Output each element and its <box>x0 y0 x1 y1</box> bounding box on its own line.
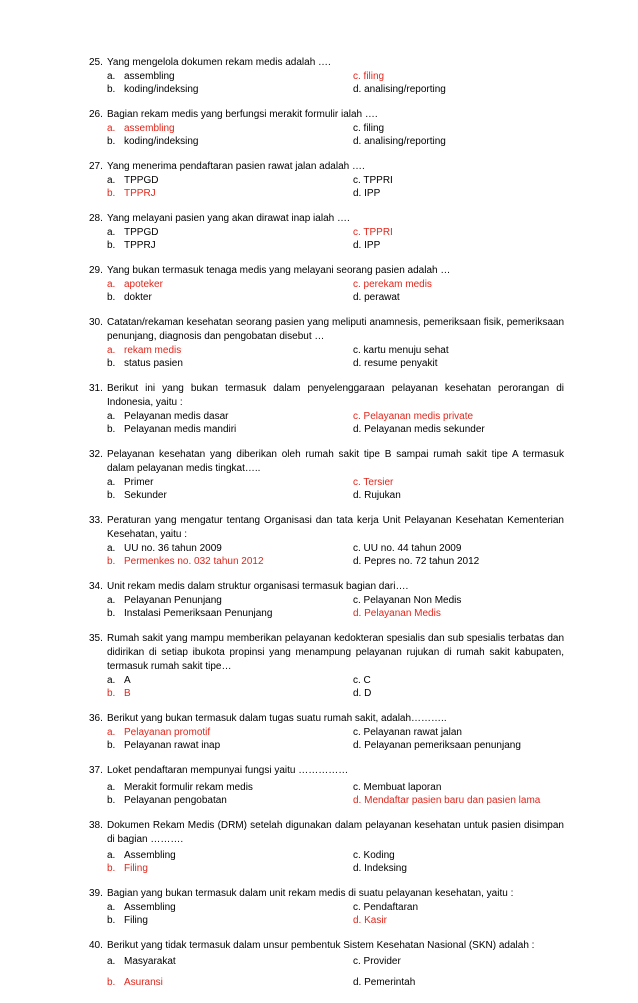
option-b-text: Pelayanan pengobatan <box>124 795 227 806</box>
option-c-text: c. filing <box>353 71 385 82</box>
options-block <box>89 726 564 752</box>
question-item <box>89 264 564 304</box>
option-d <box>353 135 564 148</box>
question-item <box>89 819 564 875</box>
option-d-text: d. Pelayanan Medis <box>353 608 441 619</box>
option-c <box>353 674 564 687</box>
options-row <box>107 542 564 555</box>
option-c <box>353 594 564 607</box>
option-b-text: Instalasi Pemeriksaan Penunjang <box>124 608 273 619</box>
option-c-text: c. filing <box>353 123 385 134</box>
option-a <box>107 410 353 423</box>
option-c-text: c. Pendaftaran <box>353 902 419 913</box>
option-letter: b. <box>107 84 116 95</box>
options-row <box>107 278 564 291</box>
option-d-text: d. IPP <box>353 240 381 251</box>
option-c <box>353 781 564 794</box>
question-text: Yang bukan termasuk tenaga medis yang melayani seorang pasien adalah … <box>107 265 451 276</box>
option-c <box>353 344 564 357</box>
option-d-text: d. Pelayanan medis sekunder <box>353 424 485 435</box>
option-d <box>353 739 564 752</box>
option-a <box>107 674 353 687</box>
option-b <box>107 687 353 700</box>
option-letter: a. <box>107 956 116 967</box>
options-row <box>107 687 564 700</box>
option-b <box>107 423 353 436</box>
options-row <box>107 974 564 991</box>
question-item <box>89 939 564 991</box>
question-text: Catatan/rekaman kesehatan seorang pasien yang meliputi anamnesis, pemeriksaan fisik, pemeriksaan penunjang, diagnosis dan pengobatan disebut … <box>107 317 564 342</box>
option-c-text: c. Pelayanan medis private <box>353 411 474 422</box>
option-a-text: rekam medis <box>124 345 182 356</box>
options-row <box>107 901 564 914</box>
options-row <box>107 953 564 970</box>
option-b-text: Asuransi <box>124 977 163 988</box>
option-c-text: c. Pelayanan Non Medis <box>353 595 462 606</box>
option-d <box>353 555 564 568</box>
option-d <box>353 687 564 700</box>
option-d-text: d. Indeksing <box>353 863 407 874</box>
option-d-text: d. resume penyakit <box>353 358 438 369</box>
option-c-text: c. C <box>353 675 371 686</box>
option-letter: b. <box>107 977 116 988</box>
options-row <box>107 849 564 862</box>
question-stem <box>89 939 564 953</box>
question-item <box>89 160 564 200</box>
option-c-text: c. UU no. 44 tahun 2009 <box>353 543 462 554</box>
option-a <box>107 901 353 914</box>
question-number: 29. <box>89 265 103 276</box>
options-row <box>107 423 564 436</box>
option-b <box>107 739 353 752</box>
option-a-text: Pelayanan Penunjang <box>124 595 222 606</box>
option-letter: a. <box>107 850 116 861</box>
option-letter: a. <box>107 345 116 356</box>
option-letter: a. <box>107 727 116 738</box>
question-number: 35. <box>89 633 103 644</box>
option-b-text: B <box>124 688 131 699</box>
question-stem <box>89 316 564 344</box>
option-letter: b. <box>107 136 116 147</box>
option-d-text: d. Pelayanan pemeriksaan penunjang <box>353 740 521 751</box>
option-letter: a. <box>107 595 116 606</box>
options-row <box>107 594 564 607</box>
question-text: Berikut yang bukan termasuk dalam tugas suatu rumah sakit, adalah……….. <box>107 713 447 724</box>
option-letter: a. <box>107 477 116 488</box>
question-stem <box>89 108 564 122</box>
options-block <box>89 174 564 200</box>
option-d <box>353 489 564 502</box>
options-block <box>89 476 564 502</box>
options-row <box>107 476 564 489</box>
option-c <box>353 726 564 739</box>
option-d <box>353 862 564 875</box>
option-c-text: c. TPPRI <box>353 175 393 186</box>
options-block <box>89 674 564 700</box>
options-row <box>107 187 564 200</box>
question-stem <box>89 56 564 70</box>
option-c-text: c. Koding <box>353 850 395 861</box>
option-a <box>107 122 353 135</box>
option-letter: b. <box>107 358 116 369</box>
option-c <box>353 278 564 291</box>
option-d-text: d. D <box>353 688 372 699</box>
option-letter: a. <box>107 175 116 186</box>
question-item <box>89 448 564 502</box>
options-row <box>107 674 564 687</box>
option-letter: b. <box>107 863 116 874</box>
option-a <box>107 70 353 83</box>
options-row <box>107 135 564 148</box>
option-b-text: status pasien <box>124 358 183 369</box>
option-d <box>353 83 564 96</box>
options-row <box>107 122 564 135</box>
option-a <box>107 849 353 862</box>
question-stem <box>89 580 564 594</box>
options-row <box>107 70 564 83</box>
option-letter: a. <box>107 227 116 238</box>
options-row <box>107 226 564 239</box>
option-c-text: c. TPPRI <box>353 227 393 238</box>
option-c <box>353 901 564 914</box>
option-b-text: Permenkes no. 032 tahun 2012 <box>124 556 264 567</box>
option-letter: b. <box>107 490 116 501</box>
option-b <box>107 607 353 620</box>
option-c <box>353 476 564 489</box>
option-letter: b. <box>107 688 116 699</box>
question-item <box>89 580 564 620</box>
options-block <box>89 849 564 875</box>
option-letter: a. <box>107 279 116 290</box>
option-b <box>107 83 353 96</box>
options-block <box>89 953 564 991</box>
options-block <box>89 781 564 807</box>
options-row <box>107 607 564 620</box>
option-letter: a. <box>107 123 116 134</box>
options-block <box>89 122 564 148</box>
option-c-text: c. Membuat laporan <box>353 782 442 793</box>
option-b-text: Pelayanan rawat inap <box>124 740 221 751</box>
question-text: Berikut ini yang bukan termasuk dalam penyelenggaraan pelayanan kesehatan perorangan di Indonesia, yaitu : <box>107 383 564 408</box>
option-c <box>353 542 564 555</box>
option-a-text: Merakit formulir rekam medis <box>124 782 253 793</box>
option-c-text: c. kartu menuju sehat <box>353 345 449 356</box>
option-a-text: TPPGD <box>124 227 159 238</box>
option-a-text: assembling <box>124 123 175 134</box>
option-letter: b. <box>107 292 116 303</box>
options-row <box>107 357 564 370</box>
question-text: Rumah sakit yang mampu memberikan pelayanan kedokteran spesialis dan sub spesialis terbatas dan didirikan di setiap ibukota propinsi yang menampung pelayanan rujukan di rumah sakit kabupaten, termasuk rumah sakit tipe… <box>107 633 564 672</box>
question-text: Bagian rekam medis yang berfungsi merakit formulir ialah …. <box>107 109 378 120</box>
option-a <box>107 344 353 357</box>
option-d <box>353 423 564 436</box>
options-row <box>107 914 564 927</box>
options-row <box>107 862 564 875</box>
option-a <box>107 726 353 739</box>
question-stem <box>89 764 564 778</box>
question-text: Peraturan yang mengatur tentang Organisasi dan tata kerja Unit Pelayanan Kesehatan Kementerian Kesehatan, yaitu : <box>107 515 564 540</box>
option-a-text: apoteker <box>124 279 163 290</box>
question-number: 27. <box>89 161 103 172</box>
options-block <box>89 226 564 252</box>
options-row <box>107 291 564 304</box>
question-number: 40. <box>89 940 103 951</box>
question-item <box>89 56 564 96</box>
options-row <box>107 555 564 568</box>
question-item <box>89 632 564 700</box>
option-b <box>107 862 353 875</box>
option-d-text: d. analising/reporting <box>353 84 446 95</box>
option-a <box>107 594 353 607</box>
question-item <box>89 316 564 370</box>
option-letter: a. <box>107 902 116 913</box>
options-row <box>107 739 564 752</box>
option-c <box>353 953 564 970</box>
option-d <box>353 239 564 252</box>
option-a <box>107 476 353 489</box>
option-letter: a. <box>107 543 116 554</box>
question-number: 31. <box>89 383 103 394</box>
question-text: Yang mengelola dokumen rekam medis adalah …. <box>107 57 331 68</box>
option-c <box>353 849 564 862</box>
option-letter: b. <box>107 556 116 567</box>
option-a <box>107 542 353 555</box>
question-stem <box>89 264 564 278</box>
option-letter: a. <box>107 411 116 422</box>
option-d-text: d. perawat <box>353 292 400 303</box>
question-stem <box>89 887 564 901</box>
question-number: 30. <box>89 317 103 328</box>
question-number: 38. <box>89 820 103 831</box>
option-b <box>107 291 353 304</box>
question-number: 39. <box>89 888 103 899</box>
option-letter: a. <box>107 71 116 82</box>
question-number: 36. <box>89 713 103 724</box>
option-b-text: TPPRJ <box>124 188 156 199</box>
question-number: 33. <box>89 515 103 526</box>
option-a-text: Masyarakat <box>124 956 176 967</box>
option-b <box>107 357 353 370</box>
option-letter: b. <box>107 240 116 251</box>
options-row <box>107 794 564 807</box>
options-row <box>107 726 564 739</box>
option-d-text: d. Pemerintah <box>353 977 416 988</box>
question-stem <box>89 382 564 410</box>
option-d-text: d. Kasir <box>353 915 387 926</box>
option-c-text: c. perekam medis <box>353 279 432 290</box>
option-c-text: c. Tersier <box>353 477 394 488</box>
question-item <box>89 764 564 807</box>
options-row <box>107 174 564 187</box>
question-item <box>89 382 564 436</box>
option-b-text: koding/indeksing <box>124 84 199 95</box>
option-a-text: Pelayanan promotif <box>124 727 211 738</box>
option-b-text: Filing <box>124 915 148 926</box>
option-d-text: d. Pepres no. 72 tahun 2012 <box>353 556 480 567</box>
options-block <box>89 594 564 620</box>
options-block <box>89 278 564 304</box>
question-text: Bagian yang bukan termasuk dalam unit rekam medis di suatu pelayanan kesehatan, yaitu : <box>107 888 514 899</box>
options-block <box>89 410 564 436</box>
option-b-text: dokter <box>124 292 152 303</box>
question-text: Berikut yang tidak termasuk dalam unsur pembentuk Sistem Kesehatan Nasional (SKN) adalah : <box>107 940 535 951</box>
question-number: 26. <box>89 109 103 120</box>
option-b <box>107 914 353 927</box>
option-c <box>353 70 564 83</box>
question-stem <box>89 212 564 226</box>
option-b-text: Pelayanan medis mandiri <box>124 424 237 435</box>
option-b <box>107 135 353 148</box>
question-number: 37. <box>89 765 103 776</box>
question-stem <box>89 448 564 476</box>
options-row <box>107 83 564 96</box>
option-letter: b. <box>107 740 116 751</box>
option-letter: a. <box>107 782 116 793</box>
option-b <box>107 555 353 568</box>
option-a-text: UU no. 36 tahun 2009 <box>124 543 222 554</box>
option-d <box>353 357 564 370</box>
option-d <box>353 914 564 927</box>
question-text: Pelayanan kesehatan yang diberikan oleh rumah sakit tipe B sampai rumah sakit tipe A termasuk dalam pelayanan medis tingkat….. <box>107 449 564 474</box>
option-c <box>353 226 564 239</box>
question-number: 34. <box>89 581 103 592</box>
option-d-text: d. Mendaftar pasien baru dan pasien lama <box>353 795 541 806</box>
question-text: Yang menerima pendaftaran pasien rawat jalan adalah …. <box>107 161 365 172</box>
question-item <box>89 212 564 252</box>
option-letter: b. <box>107 608 116 619</box>
option-a <box>107 226 353 239</box>
option-b <box>107 489 353 502</box>
option-letter: b. <box>107 188 116 199</box>
question-item <box>89 887 564 927</box>
option-a-text: A <box>124 675 131 686</box>
option-a-text: Pelayanan medis dasar <box>124 411 229 422</box>
options-row <box>107 781 564 794</box>
option-d-text: d. IPP <box>353 188 381 199</box>
options-row <box>107 239 564 252</box>
option-letter: b. <box>107 424 116 435</box>
question-number: 32. <box>89 449 103 460</box>
question-item <box>89 514 564 568</box>
question-stem <box>89 712 564 726</box>
options-block <box>89 542 564 568</box>
option-letter: b. <box>107 795 116 806</box>
option-c <box>353 174 564 187</box>
option-a <box>107 174 353 187</box>
option-d <box>353 607 564 620</box>
option-a-text: Assembling <box>124 902 176 913</box>
question-text: Dokumen Rekam Medis (DRM) setelah digunakan dalam pelayanan kesehatan untuk pasien disimpan di bagian ………. <box>107 820 564 845</box>
option-c <box>353 122 564 135</box>
options-block <box>89 344 564 370</box>
option-b-text: koding/indeksing <box>124 136 199 147</box>
option-a <box>107 278 353 291</box>
question-text: Unit rekam medis dalam struktur organisasi termasuk bagian dari…. <box>107 581 409 592</box>
question-item <box>89 108 564 148</box>
option-a-text: assembling <box>124 71 175 82</box>
question-number: 28. <box>89 213 103 224</box>
question-list <box>89 56 564 1003</box>
option-d <box>353 291 564 304</box>
question-text: Loket pendaftaran mempunyai fungsi yaitu …………… <box>107 765 349 776</box>
option-b <box>107 974 353 991</box>
options-row <box>107 489 564 502</box>
options-row <box>107 410 564 423</box>
option-b-text: Filing <box>124 863 148 874</box>
question-number: 25. <box>89 57 103 68</box>
option-c-text: c. Pelayanan rawat jalan <box>353 727 462 738</box>
option-b <box>107 239 353 252</box>
option-a-text: Primer <box>124 477 154 488</box>
option-d-text: d. Rujukan <box>353 490 401 501</box>
option-b <box>107 794 353 807</box>
option-b-text: Sekunder <box>124 490 167 501</box>
option-d-text: d. analising/reporting <box>353 136 446 147</box>
option-a <box>107 953 353 970</box>
options-block <box>89 70 564 96</box>
options-row <box>107 344 564 357</box>
question-stem <box>89 819 564 847</box>
question-stem <box>89 632 564 674</box>
option-a-text: Assembling <box>124 850 176 861</box>
question-stem <box>89 514 564 542</box>
options-block <box>89 901 564 927</box>
option-c-text: c. Provider <box>353 956 401 967</box>
option-letter: a. <box>107 675 116 686</box>
option-d <box>353 974 564 991</box>
option-c <box>353 410 564 423</box>
question-stem <box>89 160 564 174</box>
option-b <box>107 187 353 200</box>
question-item <box>89 712 564 752</box>
option-d <box>353 794 564 807</box>
option-letter: b. <box>107 915 116 926</box>
option-a-text: TPPGD <box>124 175 159 186</box>
question-text: Yang melayani pasien yang akan dirawat inap ialah …. <box>107 213 350 224</box>
option-d <box>353 187 564 200</box>
option-b-text: TPPRJ <box>124 240 156 251</box>
option-a <box>107 781 353 794</box>
